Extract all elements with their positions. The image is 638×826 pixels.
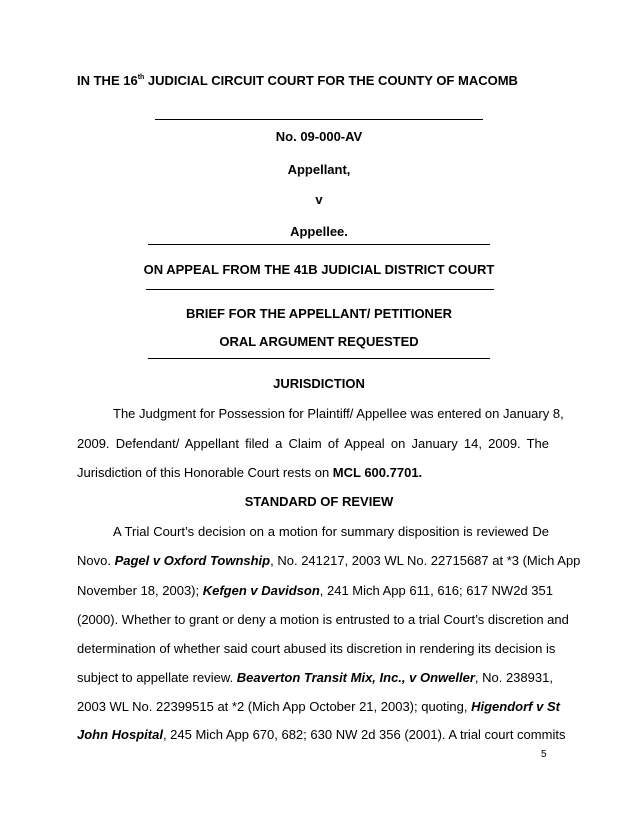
standard-heading: STANDARD OF REVIEW [244, 494, 394, 509]
text-run: , 245 Mich App 670, 682; 630 NW 2d 356 (2001). A trial court commits [162, 727, 566, 742]
case-citation: Higendorf v St [471, 699, 560, 714]
text-run: subject to appellate review. [77, 670, 237, 685]
standard-line-2 [77, 553, 581, 568]
divider-rule [148, 358, 490, 359]
standard-line-4: (2000). Whether to grant or deny a motion is entrusted to a trial Court’s discretion and [77, 612, 569, 627]
appellant-label: Appellant, [287, 162, 351, 177]
caption-suffix: JUDICIAL CIRCUIT COURT FOR THE COUNTY OF MACOMB [144, 73, 518, 88]
oral-argument-line: ORAL ARGUMENT REQUESTED [219, 334, 419, 349]
case-citation: Pagel v Oxford Township [114, 553, 271, 568]
standard-line-1: A Trial Court’s decision on a motion for summary disposition is reviewed De [113, 524, 549, 539]
jurisdiction-line-3 [77, 465, 549, 480]
divider-rule [148, 244, 490, 245]
standard-line-5: determination of whether said court abused its discretion in rendering its decision is [77, 641, 556, 656]
standard-line-3 [77, 583, 553, 598]
standard-line-7 [77, 699, 560, 714]
caption-prefix: IN THE 16 [77, 73, 138, 88]
divider-rule [155, 119, 483, 120]
divider-rule [146, 289, 494, 290]
jurisdiction-line-2: 2009. Defendant/ Appellant filed a Claim of Appeal on January 14, 2009. The [77, 436, 549, 451]
jurisdiction-text: Jurisdiction of this Honorable Court rests on [77, 465, 333, 480]
statute-citation: MCL 600.7701. [332, 465, 423, 480]
court-caption [77, 73, 518, 88]
jurisdiction-line-1: The Judgment for Possession for Plaintiff/ Appellee was entered on January 8, [113, 406, 564, 421]
case-number: No. 09-000-AV [275, 129, 363, 144]
brief-title: BRIEF FOR THE APPELLANT/ PETITIONER [185, 306, 453, 321]
page-number: 5 [541, 749, 547, 760]
standard-line-6 [77, 670, 553, 685]
text-run: , No. 238931, [474, 670, 553, 685]
text-run: , No. 241217, 2003 WL No. 22715687 at *3 (Mich App [270, 553, 581, 568]
caption-superscript: th [137, 74, 145, 81]
versus-label: v [315, 192, 323, 207]
text-run: November 18, 2003); [77, 583, 203, 598]
case-citation: John Hospital [77, 727, 163, 742]
case-citation: Beaverton Transit Mix, Inc., v Onweller [236, 670, 475, 685]
appellee-label: Appellee. [290, 224, 348, 239]
jurisdiction-heading: JURISDICTION [273, 376, 365, 391]
standard-line-8 [77, 727, 566, 742]
case-citation: Kefgen v Davidson [202, 583, 320, 598]
text-run: Novo. [77, 553, 115, 568]
text-run: , 241 Mich App 611, 616; 617 NW2d 351 [319, 583, 553, 598]
text-run: 2003 WL No. 22399515 at *2 (Mich App October 21, 2003); quoting, [77, 699, 472, 714]
appeal-line: ON APPEAL FROM THE 41B JUDICIAL DISTRICT COURT [143, 262, 495, 277]
